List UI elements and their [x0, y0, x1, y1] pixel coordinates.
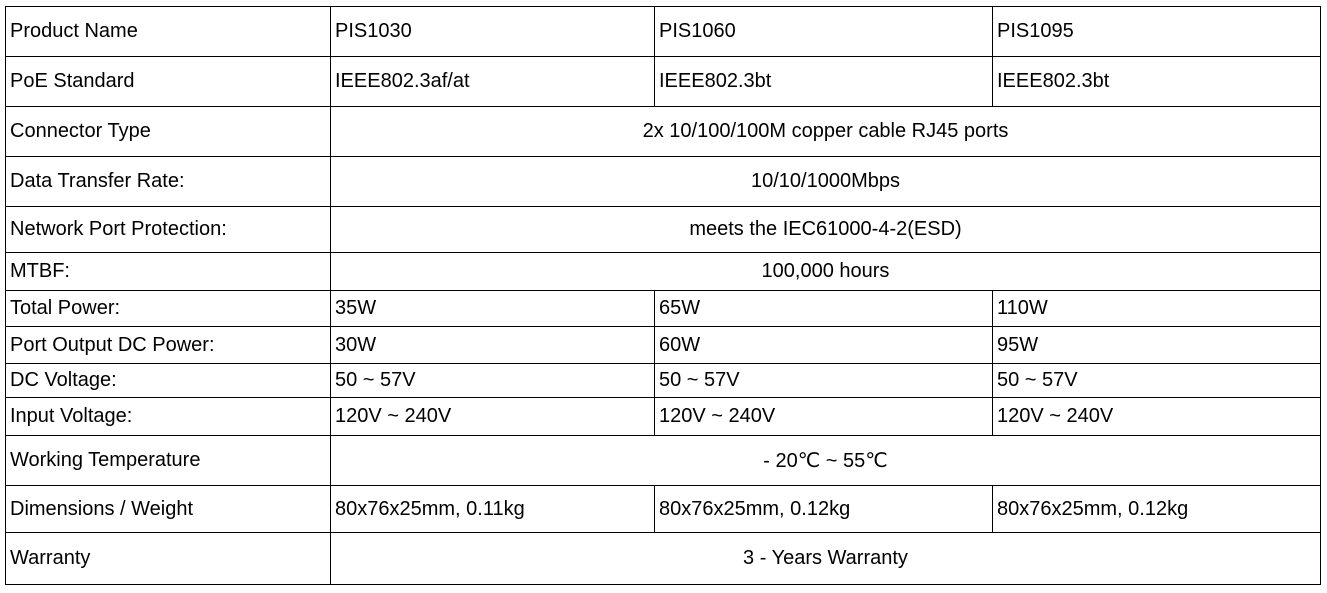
cell-pis1030: PIS1030 [331, 7, 655, 57]
cell-pis1095: 95W [993, 327, 1321, 364]
table-row-dimensions-weight [6, 486, 1321, 533]
cell-shared-value: 10/10/1000Mbps [331, 157, 1321, 207]
row-label: MTBF: [6, 253, 331, 291]
cell-pis1095: 110W [993, 291, 1321, 327]
cell-pis1060: 60W [655, 327, 993, 364]
row-label: Network Port Protection: [6, 207, 331, 253]
cell-pis1095: IEEE802.3bt [993, 57, 1321, 107]
table-row-poe-standard [6, 57, 1321, 107]
row-label: Dimensions / Weight [6, 486, 331, 533]
cell-pis1095: PIS1095 [993, 7, 1321, 57]
table-row-product-name [6, 7, 1321, 57]
cell-pis1060: IEEE802.3bt [655, 57, 993, 107]
cell-pis1030: 50 ~ 57V [331, 364, 655, 398]
cell-pis1030: 80x76x25mm, 0.11kg [331, 486, 655, 533]
row-label: DC Voltage: [6, 364, 331, 398]
table-row-warranty [6, 533, 1321, 585]
row-label: Connector Type [6, 107, 331, 157]
row-label: Port Output DC Power: [6, 327, 331, 364]
row-label: Product Name [6, 7, 331, 57]
cell-pis1030: IEEE802.3af/at [331, 57, 655, 107]
cell-pis1060: 80x76x25mm, 0.12kg [655, 486, 993, 533]
row-label: Total Power: [6, 291, 331, 327]
cell-pis1060: 50 ~ 57V [655, 364, 993, 398]
cell-pis1060: PIS1060 [655, 7, 993, 57]
table-row-network-port-protection [6, 207, 1321, 253]
spec-table [5, 6, 1321, 585]
cell-shared-value: - 20℃ ~ 55℃ [331, 436, 1321, 486]
cell-shared-value: meets the IEC61000-4-2(ESD) [331, 207, 1321, 253]
row-label: Working Temperature [6, 436, 331, 486]
cell-pis1060: 120V ~ 240V [655, 398, 993, 436]
row-label: Input Voltage: [6, 398, 331, 436]
table-row-mtbf [6, 253, 1321, 291]
table-row-connector-type [6, 107, 1321, 157]
table-row-total-power [6, 291, 1321, 327]
row-label: Warranty [6, 533, 331, 585]
table-row-input-voltage [6, 398, 1321, 436]
cell-shared-value: 3 - Years Warranty [331, 533, 1321, 585]
row-label: Data Transfer Rate: [6, 157, 331, 207]
table-row-port-output-dc-power [6, 327, 1321, 364]
cell-pis1095: 50 ~ 57V [993, 364, 1321, 398]
row-label: PoE Standard [6, 57, 331, 107]
cell-pis1030: 35W [331, 291, 655, 327]
cell-pis1095: 80x76x25mm, 0.12kg [993, 486, 1321, 533]
cell-pis1060: 65W [655, 291, 993, 327]
table-row-dc-voltage [6, 364, 1321, 398]
cell-pis1030: 30W [331, 327, 655, 364]
cell-shared-value: 2x 10/100/100M copper cable RJ45 ports [331, 107, 1321, 157]
table-row-working-temperature [6, 436, 1321, 486]
cell-pis1095: 120V ~ 240V [993, 398, 1321, 436]
cell-pis1030: 120V ~ 240V [331, 398, 655, 436]
table-row-data-transfer-rate [6, 157, 1321, 207]
cell-shared-value: 100,000 hours [331, 253, 1321, 291]
